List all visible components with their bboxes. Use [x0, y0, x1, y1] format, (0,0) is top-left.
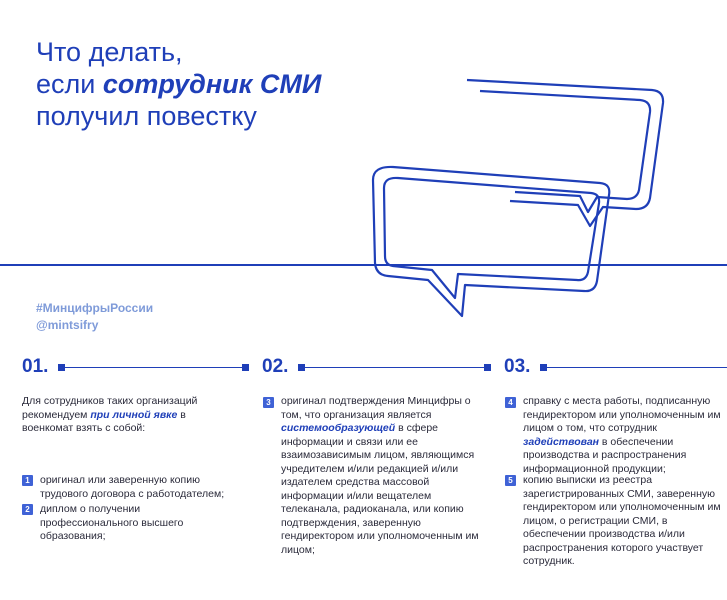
back-bubble-outer-icon	[467, 80, 663, 226]
item-5-badge: 5	[505, 475, 516, 486]
item-4-text	[523, 395, 723, 476]
social-tags	[36, 300, 153, 334]
step-2-rule	[298, 367, 488, 368]
item-4-highlight: задействован	[523, 435, 599, 448]
title-line-1: Что делать,	[36, 37, 183, 67]
step-2-number: 02.	[262, 356, 289, 377]
step-2-end-marker	[484, 364, 491, 371]
step-1-intro-pre: Для сотрудников таких организаций рекомендуем	[22, 395, 198, 421]
item-4-post: в обеспечении производства и распространения информационной продукции;	[523, 435, 687, 475]
item-1-badge: 1	[22, 475, 33, 486]
item-3-text	[281, 395, 481, 557]
back-bubble-inner-icon	[480, 91, 650, 212]
step-3-number: 03.	[504, 356, 531, 377]
item-3-highlight: системообразующей	[281, 422, 396, 434]
item-4-badge: 4	[505, 397, 516, 408]
handle-link[interactable]: @mintsifry	[36, 318, 99, 332]
step-1-rule	[58, 367, 246, 368]
step-2-marker	[298, 364, 305, 371]
title-line-2-prefix: если	[36, 69, 103, 99]
step-1-end-marker	[242, 364, 249, 371]
step-1-number: 01.	[22, 356, 49, 377]
step-1-intro-highlight: при личной явке	[90, 408, 178, 421]
step-3-marker	[540, 364, 547, 371]
front-bubble-outer-icon	[373, 167, 609, 316]
step-1-intro	[22, 395, 222, 436]
item-2-badge: 2	[22, 504, 33, 515]
item-4-pre: справку с места работы, подписанную гендиректором или уполномоченным им лицом о том, что сотрудник	[523, 395, 721, 434]
item-3-pre: оригинал подтверждения Минцифры о том, что организация является	[281, 395, 471, 421]
item-1-text: оригинал или заверенную копию трудового договора с работодателем;	[40, 474, 225, 500]
hashtag-link[interactable]: #МинцифрыРоссии	[36, 301, 154, 315]
item-2-text: диплом о получении профессионального высшего образования;	[40, 503, 184, 542]
step-1-intro-post: в военкомат взять с собой:	[22, 408, 186, 434]
step-1-marker	[58, 364, 65, 371]
item-3-badge: 3	[263, 397, 274, 408]
title-line-3: получил повестку	[36, 101, 257, 131]
item-3-post: в сфере информации и связи или ее взаимозависимым лицом, являющимся учредителем и/или редакцией и/или издателем средства массовой информации и/или вещателем телеканала, радиоканала, или копию подтверждения, заверенную гендиректором или уполномоченным им лицом;	[281, 422, 479, 556]
title-highlight: сотрудник СМИ	[102, 69, 322, 99]
step-3-rule	[540, 367, 727, 368]
item-5-text: копию выписки из реестра зарегистрированных СМИ, заверенную гендиректором или уполномоченным им лицом, о регистрации СМИ, в обеспечении производства и/или распространения которого участвует сотрудник.	[523, 474, 721, 567]
